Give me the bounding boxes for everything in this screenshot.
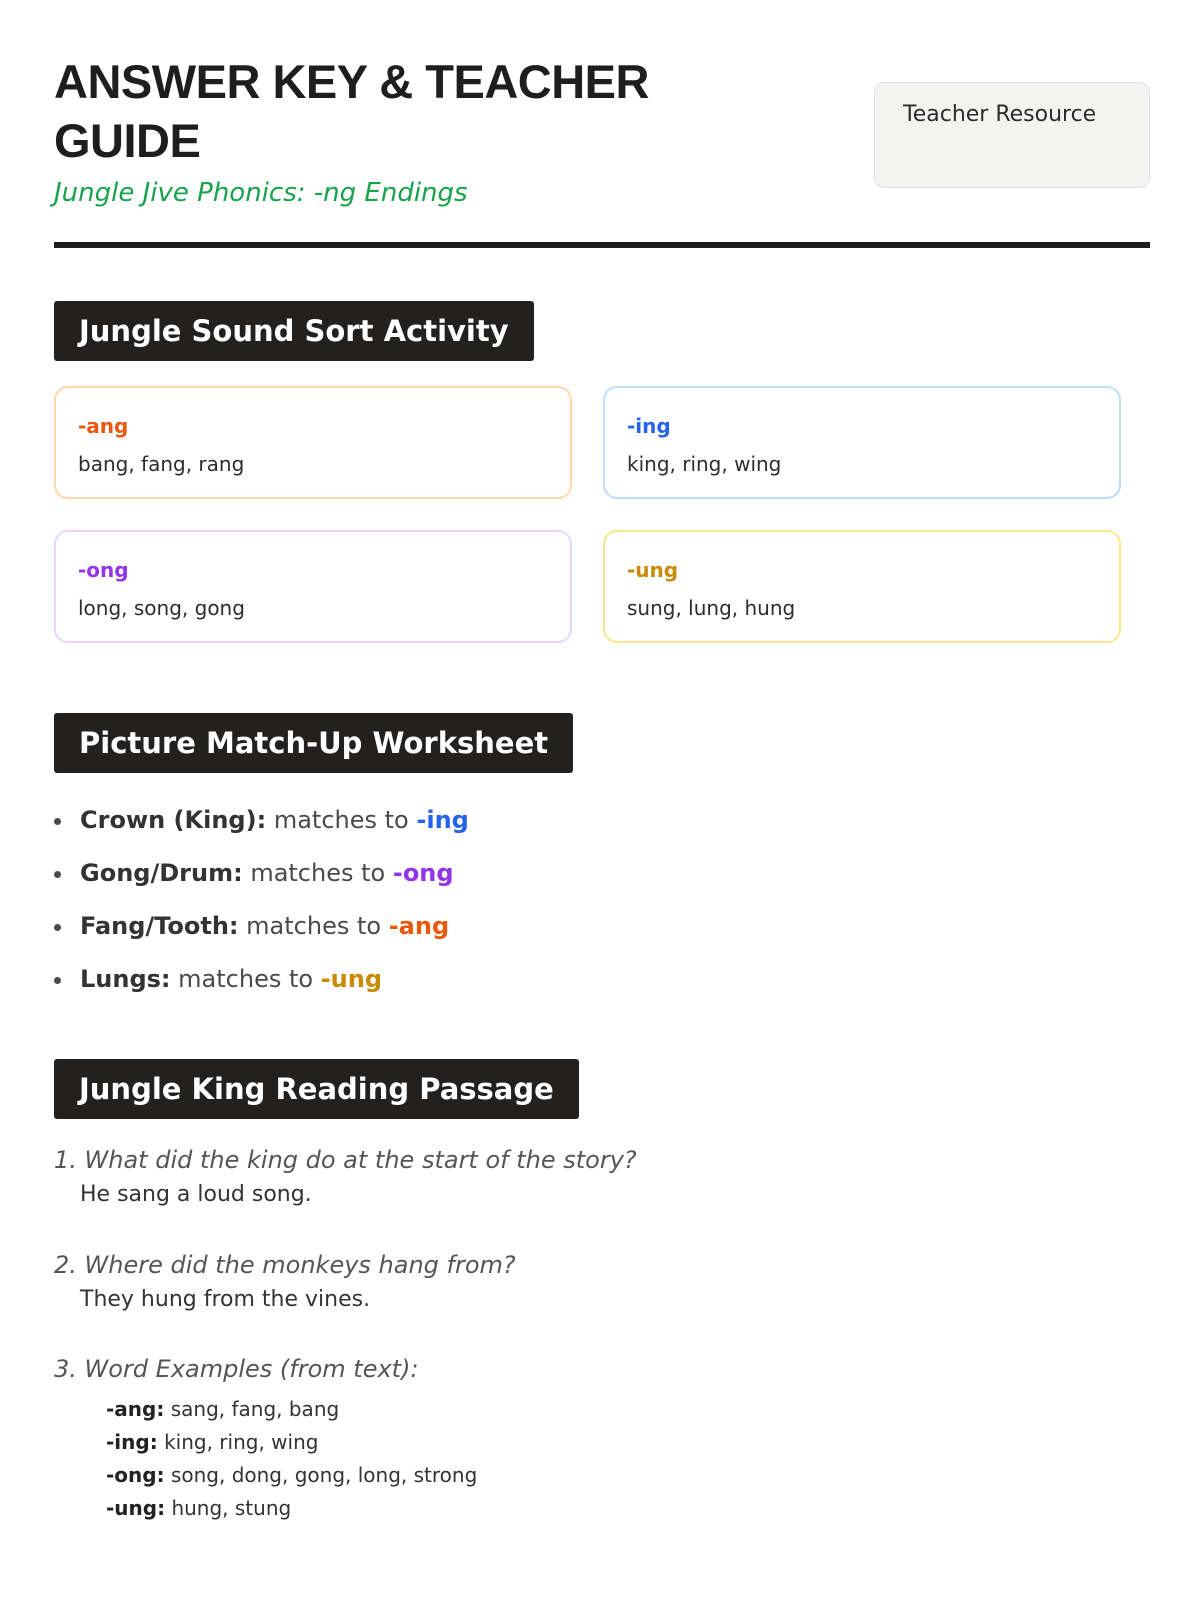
card-ending: -ung	[627, 558, 679, 582]
sort-card-ong	[54, 530, 572, 643]
example-row	[106, 1459, 477, 1492]
match-ending: -ing	[416, 806, 469, 834]
list-item	[54, 953, 469, 1006]
question-3	[54, 1355, 419, 1383]
example-ending: -ing:	[106, 1430, 158, 1454]
example-ending: -ang:	[106, 1397, 165, 1421]
page-subtitle: Jungle Jive Phonics: -ng Endings	[54, 178, 468, 208]
example-words: king, ring, wing	[164, 1430, 319, 1454]
match-connector: matches to	[273, 806, 409, 834]
sound-sort-heading: Jungle Sound Sort Activity	[54, 301, 534, 361]
match-connector: matches to	[178, 965, 314, 993]
card-words: king, ring, wing	[627, 452, 782, 476]
card-ending: -ong	[78, 558, 129, 582]
bullet-icon	[54, 871, 61, 878]
match-connector: matches to	[246, 912, 382, 940]
card-words: long, song, gong	[78, 596, 245, 620]
example-words: hung, stung	[171, 1496, 292, 1520]
word-examples	[106, 1393, 477, 1525]
match-term: Fang/Tooth:	[80, 912, 239, 940]
sort-card-ung	[603, 530, 1121, 643]
example-row	[106, 1393, 477, 1426]
match-term: Gong/Drum:	[80, 859, 243, 887]
card-words: sung, lung, hung	[627, 596, 796, 620]
answer-text: They hung from the vines.	[80, 1287, 371, 1312]
bullet-icon	[54, 818, 61, 825]
teacher-resource-badge: Teacher Resource	[874, 82, 1150, 188]
bullet-icon	[54, 924, 61, 931]
bullet-icon	[54, 977, 61, 984]
answer-text: He sang a loud song.	[80, 1182, 312, 1207]
question-text: 3. Word Examples (from text):	[54, 1355, 419, 1383]
sort-card-ang	[54, 386, 572, 499]
match-ending: -ong	[392, 859, 454, 887]
page-header	[54, 0, 1150, 256]
question-2	[54, 1251, 516, 1312]
example-row	[106, 1426, 477, 1459]
card-words: bang, fang, rang	[78, 452, 245, 476]
reading-heading: Jungle King Reading Passage	[54, 1059, 579, 1119]
page-title: ANSWER KEY & TEACHER GUIDE	[54, 55, 649, 167]
answer-key-page	[54, 0, 1150, 1520]
example-words: sang, fang, bang	[170, 1397, 340, 1421]
sort-card-ing	[603, 386, 1121, 499]
card-ending: -ang	[78, 414, 129, 438]
match-term: Crown (King):	[80, 806, 267, 834]
header-divider	[54, 242, 1150, 248]
question-text: 1. What did the king do at the start of the story?	[54, 1146, 637, 1174]
example-row	[106, 1492, 477, 1525]
example-ending: -ung:	[106, 1496, 166, 1520]
example-ending: -ong:	[106, 1463, 165, 1487]
question-1	[54, 1146, 637, 1207]
question-text: 2. Where did the monkeys hang from?	[54, 1251, 516, 1279]
example-words: song, dong, gong, long, strong	[170, 1463, 478, 1487]
list-item	[54, 900, 469, 953]
picture-match-heading: Picture Match-Up Worksheet	[54, 713, 573, 773]
list-item	[54, 794, 469, 847]
list-item	[54, 847, 469, 900]
match-term: Lungs:	[80, 965, 171, 993]
picture-match-list	[54, 794, 469, 1006]
match-ending: -ang	[388, 912, 450, 940]
match-ending: -ung	[320, 965, 383, 993]
card-ending: -ing	[627, 414, 671, 438]
match-connector: matches to	[250, 859, 386, 887]
